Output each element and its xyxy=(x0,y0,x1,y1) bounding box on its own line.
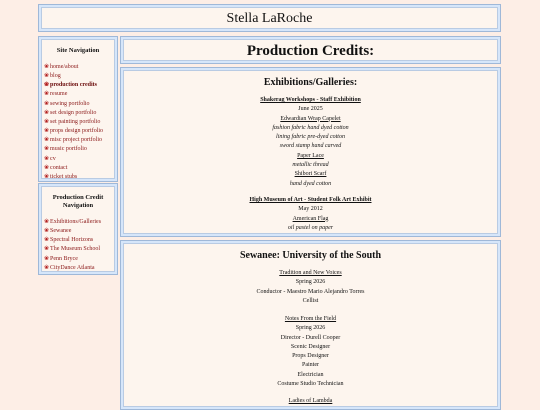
exhibition-block xyxy=(124,96,497,189)
sidebar-item-label: cv xyxy=(50,155,56,162)
production-line: Electrician xyxy=(297,371,324,378)
production-line: Cellist xyxy=(302,297,319,304)
sidebar-item[interactable] xyxy=(44,173,103,182)
site-navigation-heading: Site Navigation xyxy=(56,47,100,54)
credit-navigation-heading: Production Credit Navigation xyxy=(52,194,104,209)
piece-detail: lining fabric pre-dyed cotton xyxy=(276,134,345,141)
page-title-box xyxy=(120,36,501,64)
flower-bullet-icon: ❀ xyxy=(44,228,50,235)
exhibition-title[interactable]: High Museum of Art - Student Folk Art Exhibit xyxy=(249,197,372,203)
sidebar-item[interactable] xyxy=(44,118,103,127)
sidebar-item[interactable] xyxy=(44,109,103,118)
exhibition-date: May 2012 xyxy=(298,206,323,213)
sidebar-item[interactable] xyxy=(44,63,103,72)
piece-title[interactable]: Shibori Scarf xyxy=(294,171,327,178)
credit-nav-list xyxy=(44,218,101,273)
flower-bullet-icon: ❀ xyxy=(44,64,50,70)
credit-nav-item-label: Penn Bryce xyxy=(50,255,78,262)
credit-nav-item[interactable] xyxy=(44,255,101,264)
page-title-inner xyxy=(123,39,498,61)
sidebar-item[interactable] xyxy=(44,72,103,81)
piece-title[interactable]: Paper Lace xyxy=(297,152,324,159)
sewanee-inner xyxy=(123,243,498,407)
site-title: Stella LaRoche xyxy=(226,11,313,26)
sidebar-item-label: set design portfolio xyxy=(50,109,97,116)
exhibitions-section xyxy=(120,67,501,237)
sewanee-heading: Sewanee: University of the South xyxy=(239,250,382,261)
production-title[interactable]: Notes From the Field xyxy=(284,316,337,322)
sewanee-section xyxy=(120,240,501,410)
flower-bullet-icon: ❀ xyxy=(44,264,50,271)
credit-nav-item[interactable] xyxy=(44,236,101,245)
production-title[interactable]: Tradition and New Voices xyxy=(279,270,342,276)
credit-nav-item[interactable] xyxy=(44,264,101,273)
flower-bullet-icon: ❀ xyxy=(44,128,50,135)
site-header xyxy=(38,4,501,32)
flower-bullet-icon: ❀ xyxy=(44,82,50,89)
sidebar-item-label: set painting portfolio xyxy=(50,118,101,125)
piece-detail: fashion fabric hand dyed cotton xyxy=(272,124,349,131)
flower-bullet-icon: ❀ xyxy=(44,173,50,180)
sidebar-item-label: blog xyxy=(50,73,61,80)
flower-bullet-icon: ❀ xyxy=(44,137,50,144)
production-line: Spring 2026 xyxy=(295,325,326,332)
site-header-inner xyxy=(41,7,498,29)
exhibition-title[interactable]: Shakerag Workshops - Staff Exhibition xyxy=(260,97,361,103)
sidebar-item-label: misc project portfolio xyxy=(50,137,103,144)
piece-detail: oil pastel on paper xyxy=(287,224,334,231)
exhibitions-inner xyxy=(123,70,498,234)
sidebar-item-label: production credits xyxy=(50,82,97,89)
credit-nav-item-label: Exhibitions/Galleries xyxy=(50,219,102,225)
sidebar-item[interactable] xyxy=(44,136,103,145)
sidebar-item-label: props design portfolio xyxy=(50,128,104,135)
flower-bullet-icon: ❀ xyxy=(44,109,50,116)
credit-nav-item[interactable] xyxy=(44,227,101,236)
sidebar-item-label: music portfolio xyxy=(50,146,87,153)
credit-nav-item-label: Spectral Horizons xyxy=(50,237,94,244)
production-line: Scenic Designer xyxy=(290,343,331,350)
piece-detail: hand dyed cotton xyxy=(289,180,332,187)
flower-bullet-icon: ❀ xyxy=(44,73,50,80)
sidebar-item[interactable] xyxy=(44,100,103,109)
flower-bullet-icon: ❀ xyxy=(44,164,50,171)
production-line: Spring 2026 xyxy=(295,279,326,286)
credit-nav-item-label: CityDance Atlanta xyxy=(50,264,95,271)
exhibition-block xyxy=(124,196,497,233)
credit-nav-item-label: The Museum School xyxy=(50,246,101,253)
flower-bullet-icon: ❀ xyxy=(44,118,50,125)
flower-bullet-icon: ❀ xyxy=(44,155,50,162)
flower-bullet-icon: ❀ xyxy=(44,246,50,253)
credit-navigation xyxy=(38,183,118,275)
sidebar-item-label: ticket stubs xyxy=(50,173,78,180)
production-line: Costume Studio Technician xyxy=(277,381,344,388)
production-block xyxy=(124,269,497,306)
flower-bullet-icon: ❀ xyxy=(44,255,50,262)
exhibitions-heading: Exhibitions/Galleries: xyxy=(263,77,358,88)
credit-nav-item-label: Sewanee xyxy=(50,228,72,235)
credit-nav-item[interactable] xyxy=(44,245,101,254)
sidebar-item[interactable] xyxy=(44,164,103,173)
flower-bullet-icon: ❀ xyxy=(44,219,50,225)
flower-bullet-icon: ❀ xyxy=(44,100,50,107)
production-line: Painter xyxy=(302,362,319,369)
sidebar-item[interactable] xyxy=(44,155,103,164)
sidebar-item-label: resume xyxy=(50,91,68,98)
sidebar-item[interactable] xyxy=(44,127,103,136)
credit-nav-item[interactable] xyxy=(44,218,101,227)
exhibition-date: June 2025 xyxy=(298,106,323,113)
page-title: Production Credits: xyxy=(246,43,375,59)
site-navigation xyxy=(38,36,118,182)
piece-title[interactable]: Edwardian Wrap Capelet xyxy=(280,115,341,122)
sidebar-item[interactable] xyxy=(44,145,103,154)
sidebar-item-label: sewing portfolio xyxy=(50,100,90,107)
credit-navigation-inner xyxy=(41,186,115,272)
production-line: Props Designer xyxy=(292,353,329,360)
sidebar-item[interactable] xyxy=(44,81,103,90)
flower-bullet-icon: ❀ xyxy=(44,237,50,244)
production-block xyxy=(124,315,497,389)
sidebar-item[interactable] xyxy=(44,90,103,99)
flower-bullet-icon: ❀ xyxy=(44,91,50,98)
piece-detail: metallic thread xyxy=(292,162,329,169)
sidebar-item-label: home/about xyxy=(50,64,79,70)
piece-detail: sword stamp hand carved xyxy=(279,143,342,150)
site-navigation-inner xyxy=(41,39,115,179)
piece-title[interactable]: American Flag xyxy=(292,215,329,222)
flower-bullet-icon: ❀ xyxy=(44,146,50,153)
site-nav-list xyxy=(44,63,103,182)
sidebar-item-label: contact xyxy=(50,164,68,171)
production-title[interactable]: Ladies of Lambda xyxy=(288,398,333,404)
production-line: Conductor - Maestro Mario Alejandro Torres xyxy=(256,288,365,295)
production-line: Director - Durell Cooper xyxy=(280,334,341,341)
